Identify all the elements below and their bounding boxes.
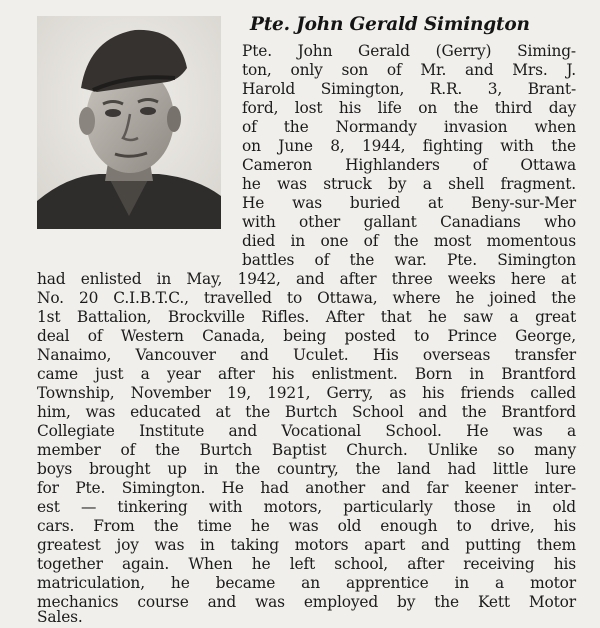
article-line: He was buried at Beny-sur-Mer [242, 194, 576, 212]
article-line: he was struck by a shell fragment. [242, 175, 576, 193]
article-line: together again. When he left school, after receiving his [37, 555, 576, 573]
article-line: 1st Battalion, Brockville Rifles. After that he saw a great [37, 308, 576, 326]
article-line: cars. From the time he was old enough to drive, his [37, 517, 576, 535]
article-line: ton, only son of Mr. and Mrs. J. [242, 61, 576, 79]
article-line: Collegiate Institute and Vocational School. He was a [37, 422, 576, 440]
article-line: boys brought up in the country, the land had little lure [37, 460, 576, 478]
article-line: No. 20 C.I.B.T.C., travelled to Ottawa, where he joined the [37, 289, 576, 307]
article-line: greatest joy was in taking motors apart and putting them [37, 536, 576, 554]
article-line: came just a year after his enlistment. Born in Brantford [37, 365, 576, 383]
article-line: on June 8, 1944, fighting with the [242, 137, 576, 155]
article-line: battles of the war. Pte. Simington [242, 251, 576, 269]
article-line: died in one of the most momentous [242, 232, 576, 250]
article-line: for Pte. Simington. He had another and far keener inter- [37, 479, 576, 497]
article-line-last: Sales. [37, 608, 83, 626]
article-line: Nanaimo, Vancouver and Uculet. His overseas transfer [37, 346, 576, 364]
article-line: matriculation, he became an apprentice in a motor [37, 574, 576, 592]
soldier-portrait-photo [37, 16, 221, 229]
soldier-portrait-image [37, 16, 221, 229]
article-line: Township, November 19, 1921, Gerry, as his friends called [37, 384, 576, 402]
article-line: Harold Simington, R.R. 3, Brant- [242, 80, 576, 98]
article-line: had enlisted in May, 1942, and after three weeks here at [37, 270, 576, 288]
article-line: est — tinkering with motors, particularly those in old [37, 498, 576, 516]
article-line: him, was educated at the Burtch School and the Brantford [37, 403, 576, 421]
article-line: deal of Western Canada, being posted to Prince George, [37, 327, 576, 345]
article-title: Pte. John Gerald Simington [250, 14, 530, 35]
article-line: Cameron Highlanders of Ottawa [242, 156, 576, 174]
article-line: ford, lost his life on the third day [242, 99, 576, 117]
article-line: mechanics course and was employed by the Kett Motor [37, 593, 576, 611]
article-line: Pte. John Gerald (Gerry) Siming- [242, 42, 576, 60]
article-line: member of the Burtch Baptist Church. Unlike so many [37, 441, 576, 459]
article-line: with other gallant Canadians who [242, 213, 576, 231]
article-line: of the Normandy invasion when [242, 118, 576, 136]
